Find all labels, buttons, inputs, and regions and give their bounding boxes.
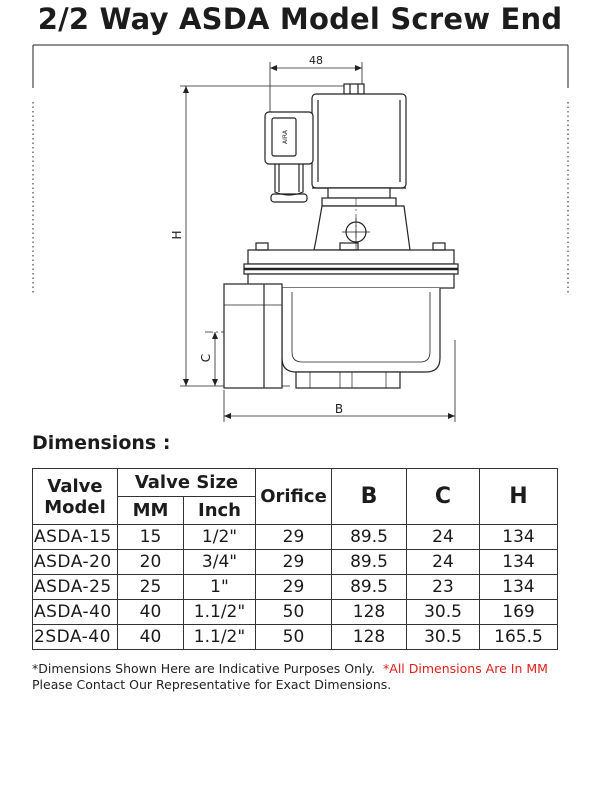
note-contact: Please Contact Our Representative for Exact Dimensions. — [32, 677, 392, 692]
cell-b: 128 — [332, 600, 407, 625]
table-row — [33, 525, 558, 550]
cell-c: 30.5 — [407, 600, 480, 625]
table-row — [33, 600, 558, 625]
header-valve-size: Valve Size — [118, 469, 256, 497]
coil-brand-label: AIRA — [282, 130, 289, 144]
dimensions-table — [32, 468, 558, 650]
cell-orifice: 29 — [256, 575, 332, 600]
header-b: B — [332, 469, 407, 525]
cell-h: 134 — [480, 550, 558, 575]
top-nut — [344, 84, 364, 94]
dimensions-heading: Dimensions : — [32, 432, 171, 454]
cell-orifice: 50 — [256, 600, 332, 625]
valve-bonnet — [314, 206, 410, 250]
table-row — [33, 625, 558, 650]
cell-b: 89.5 — [332, 525, 407, 550]
cell-orifice: 50 — [256, 625, 332, 650]
cell-inch: 1" — [184, 575, 256, 600]
dimension-c-label: C — [199, 353, 213, 363]
cell-model: ASDA-25 — [33, 575, 118, 600]
page-title: 2/2 Way ASDA Model Screw End — [37, 2, 563, 36]
note-indicative: *Dimensions Shown Here are Indicative Purposes Only. — [32, 661, 376, 676]
cell-model: 2SDA-40 — [33, 625, 118, 650]
cell-h: 134 — [480, 525, 558, 550]
cell-mm: 25 — [118, 575, 184, 600]
table-row — [33, 575, 558, 600]
cell-h: 169 — [480, 600, 558, 625]
inlet-port — [224, 284, 282, 388]
cell-c: 24 — [407, 525, 480, 550]
header-valve-model: Valve Model — [33, 469, 118, 525]
cell-inch: 1.1/2" — [184, 625, 256, 650]
cell-b: 128 — [332, 625, 407, 650]
dimension-48-label: 48 — [309, 54, 323, 67]
solenoid-coil — [312, 94, 406, 188]
cell-mm: 40 — [118, 600, 184, 625]
header-c: C — [407, 469, 480, 525]
cell-inch: 1.1/2" — [184, 600, 256, 625]
note-units: *All Dimensions Are In MM — [383, 661, 548, 676]
table-row — [33, 550, 558, 575]
cell-h: 165.5 — [480, 625, 558, 650]
cell-c: 30.5 — [407, 625, 480, 650]
valve-technical-drawing — [0, 40, 600, 435]
cell-model: ASDA-15 — [33, 525, 118, 550]
cell-model: ASDA-20 — [33, 550, 118, 575]
upper-flange — [248, 250, 454, 264]
header-inch: Inch — [184, 497, 256, 525]
cell-inch: 1/2" — [184, 525, 256, 550]
cell-b: 89.5 — [332, 575, 407, 600]
cell-inch: 3/4" — [184, 550, 256, 575]
disclaimer-notes — [32, 661, 548, 693]
dimension-h-label: H — [170, 230, 184, 240]
valve-body — [282, 288, 440, 372]
cell-h: 134 — [480, 575, 558, 600]
cell-orifice: 29 — [256, 550, 332, 575]
cell-mm: 40 — [118, 625, 184, 650]
cell-mm: 15 — [118, 525, 184, 550]
cell-model: ASDA-40 — [33, 600, 118, 625]
cell-orifice: 29 — [256, 525, 332, 550]
cell-b: 89.5 — [332, 550, 407, 575]
cell-c: 23 — [407, 575, 480, 600]
table-body — [33, 525, 558, 650]
cell-mm: 20 — [118, 550, 184, 575]
header-mm: MM — [118, 497, 184, 525]
cell-c: 24 — [407, 550, 480, 575]
header-orifice: Orifice — [256, 469, 332, 525]
header-h: H — [480, 469, 558, 525]
dimension-b-label: B — [334, 402, 344, 416]
